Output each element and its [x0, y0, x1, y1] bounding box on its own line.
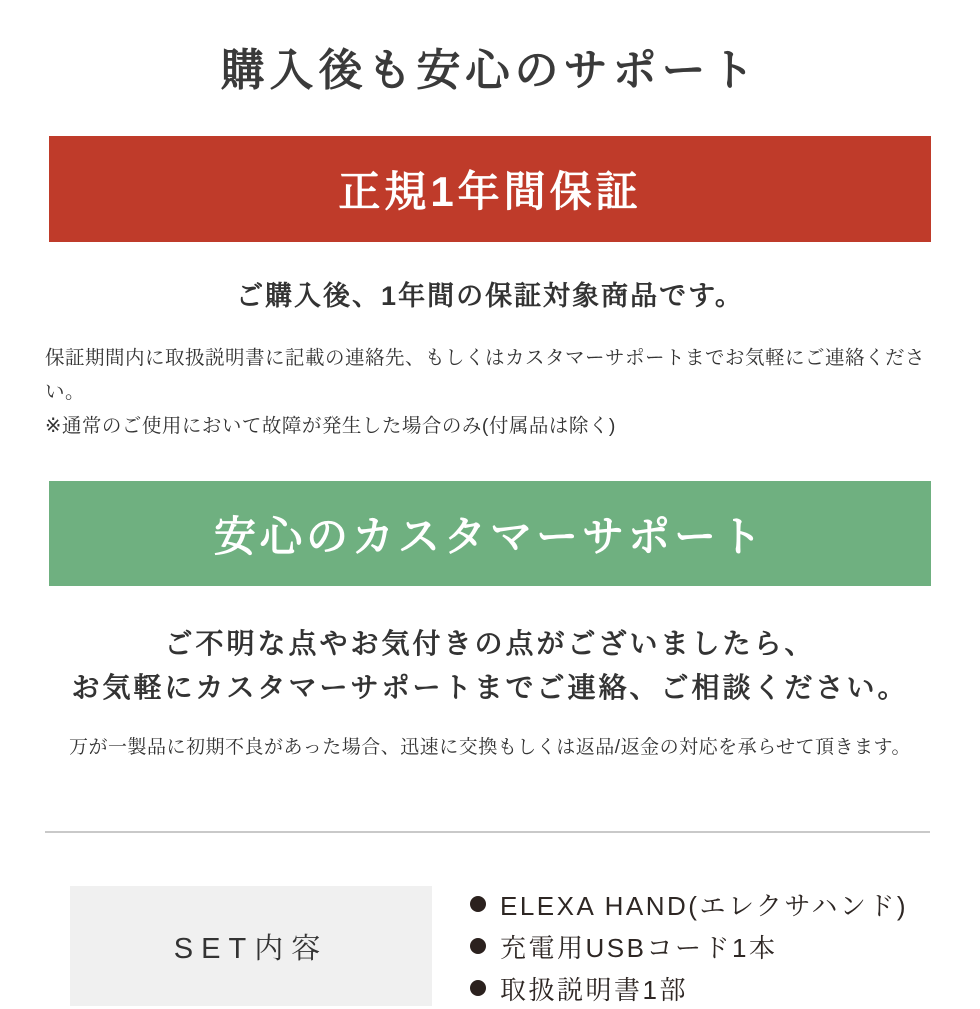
support-banner-label: 安心のカスタマーサポート: [213, 512, 766, 560]
list-item: [470, 967, 908, 1009]
list-item: [470, 883, 908, 925]
set-contents-section: [70, 883, 931, 1009]
warranty-banner-label: 正規1年間保証: [338, 168, 642, 215]
support-headline: [0, 622, 980, 710]
warranty-note-contact: 保証期間内に取扱説明書に記載の連絡先、もしくはカスタマーサポートまでお気軽にご連絡ください。: [45, 347, 926, 403]
set-item-label: 充電用USBコード1本: [500, 932, 778, 963]
set-contents-list: [470, 883, 908, 1009]
set-item-label: ELEXA HAND(エレクサハンド): [500, 890, 909, 921]
bullet-icon: [470, 980, 486, 996]
set-contents-label: SET内容: [173, 932, 329, 965]
set-contents-label-box: [70, 886, 432, 1006]
bullet-icon: [470, 896, 486, 912]
set-item-label: 取扱説明書1部: [500, 974, 688, 1005]
support-headline-line1: ご不明な点やお気付きの点がございましたら、: [164, 628, 816, 659]
page-title: 購入後も安心のサポート: [220, 46, 760, 95]
warranty-notes: [45, 341, 936, 443]
support-banner: [49, 481, 931, 586]
warranty-banner: [49, 136, 931, 242]
support-note: 万が一製品に初期不良があった場合、迅速に交換もしくは返品/返金の対応を承らせて頂きます。: [68, 737, 911, 758]
bullet-icon: [470, 938, 486, 954]
section-divider: [45, 831, 930, 833]
warranty-headline: ご購入後、1年間の保証対象商品です。: [236, 281, 744, 311]
support-headline-line2: お気軽にカスタマーサポートまでご連絡、ご相談ください。: [71, 672, 909, 703]
list-item: [470, 925, 908, 967]
warranty-note-condition: ※通常のご使用において故障が発生した場合のみ(付属品は除く): [45, 415, 616, 437]
